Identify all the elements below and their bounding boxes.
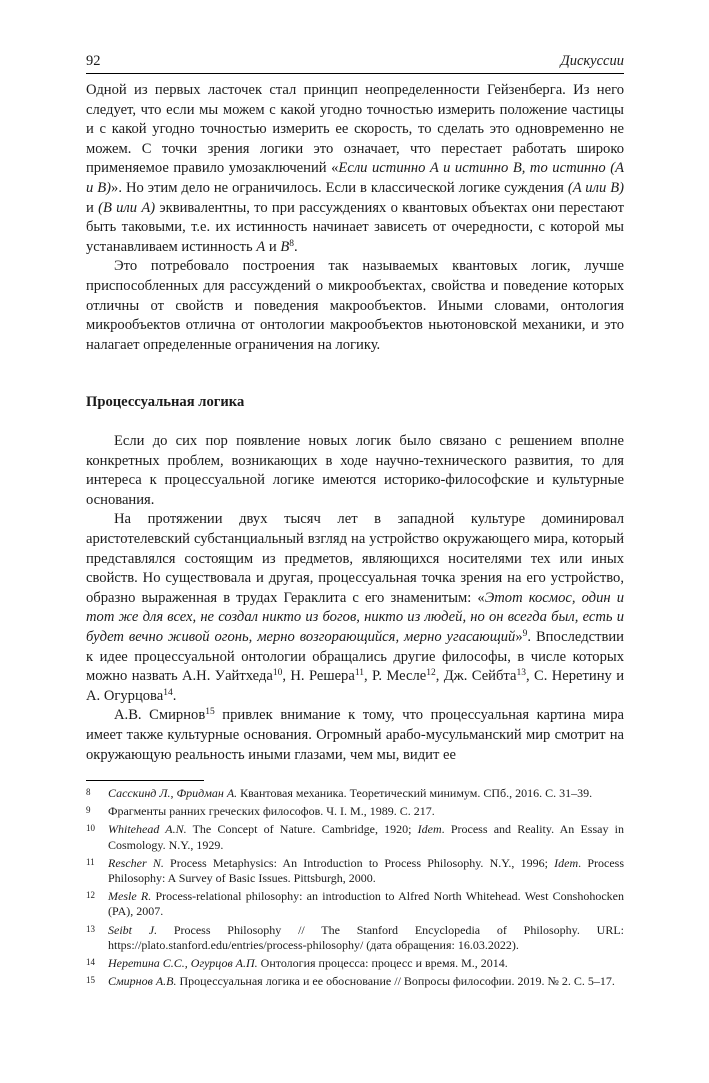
text-run: и [265,238,281,255]
footnote-text [108,974,624,989]
italic-run: B [280,238,290,255]
text-run: , Дж. Сейбта [435,668,517,685]
text-run: , Р. Месле [364,668,427,685]
italic-run: Whitehead A.N. [108,822,187,837]
footnote-text [108,956,624,971]
footnote [86,856,624,886]
footnote-number: 10 [86,823,95,834]
footnote [86,889,624,919]
footnote-text [108,856,624,886]
footnote [86,822,624,852]
footnote-number: 13 [86,923,95,934]
text-run: Process-relational philosophy: an introduction to Alfred North Whitehead. West Conshohocken (PA), 2007. [108,889,625,919]
text-run: . Process and Reality. An Essay in Cosmology. N.Y., 1929. [108,822,624,852]
footnote [86,786,624,801]
text-run: эквивалентны, то при рассуждениях о квантовых объектах они перестают быть таковыми, т.е. их истинность начинает зависеть от очередности, с которой мы устанавливаем истинность [86,199,624,255]
paragraph [86,706,624,765]
footnote-text [108,786,624,801]
text-run: . Process Philosophy: A Survey of Basic Issues. Pittsburgh, 2000. [108,855,624,886]
footnote-text [108,889,624,919]
body-text-top [86,81,624,355]
italic-run: Idem [417,822,442,837]
text-run: Процессуальная логика и ее обоснование // Вопросы философии. 2019. № 2. С. 5–17. [176,974,615,989]
footnote-text [108,923,624,953]
page-number: 92 [86,53,101,69]
footnote [86,956,624,971]
footnote-ref: 11 [354,668,364,679]
text-run: и [86,199,99,216]
text-run: Если до сих пор появление новых логик было связано с решением вполне конкретных проблем, возникающих в ходе научно-технического развития, то для интереса к процессуальной логике имеются историко-философские и культурные основания. [86,433,624,508]
text-run: А.В. Смирнов [114,707,206,724]
text-run: . Впоследствии к идее процессуальной онтологии обращались другие философы, в числе которых можно назвать А.Н. Уайтхеда [86,628,624,685]
running-header [86,52,624,70]
italic-run: Смирнов А.В. [108,974,177,989]
footnote-number: 14 [86,957,95,968]
footnote-number: 12 [86,890,95,901]
text-run: The Concept of Nature. Cambridge, 1920; [186,822,418,837]
text-run: Онтология процесса: процесс и время. М., 2014. [257,956,508,971]
italic-run: Idem [554,855,579,870]
paragraph [86,257,624,355]
text-run: . [172,687,177,704]
body-text-bottom [86,432,624,765]
footnote-rule [86,780,204,781]
footnote-ref: 9 [522,628,528,639]
italic-run: Если истинно A и истинно B, то истинно (A и B) [86,160,624,196]
text-run: . [294,238,298,255]
text-run: Одной из первых ласточек стал принцип неопределенности Гейзенберга. Из него следует, что если мы можем с какой угодно точностью измерить положение частицы и с какой угодно точностью измерить ее скорость, то сделать это одновременно не можем. С точки зрения логики это означает, что перестает работать широко применяемое правило умозаключений « [86,82,624,177]
footnote [86,974,624,989]
text-run: , С. Неретину и А. Огурцова [86,668,625,704]
text-run: Квантовая механика. Теоретический минимум. СПб., 2016. С. 31–39. [237,786,593,800]
text-run: » [515,628,523,645]
paragraph [86,81,624,257]
italic-run: Этот космос, один и тот же для всех, не создал никто из богов, никто из людей, но он всегда был, есть и будет вечно живой огонь, мерно возгорающийся, мерно угасающий [86,589,624,645]
footnote-ref: 14 [163,687,173,698]
text-run: ». Но этим дело не ограничилось. Если в классической логике суждения [111,179,568,196]
footnote-ref: 12 [426,668,436,679]
footnotes [86,786,624,992]
footnote-number: 11 [86,856,95,867]
italic-run: (A или B) [567,179,624,196]
italic-run: Сасскинд Л., Фридман А. [108,786,238,800]
footnote-number: 15 [86,975,95,986]
footnote-number: 9 [86,805,91,816]
text-run: привлек внимание к тому, что процессуальная картина мира имеет также культурные основания. Огромный арабо-мусульманский мир смотрит на окружающую реальность иными глазами, чем мы, видит ее [86,707,624,763]
paragraph [86,432,624,510]
footnote-ref: 13 [516,668,526,679]
section-heading: Процессуальная логика [86,394,245,410]
text-run: Process Metaphysics: An Introduction to Process Philosophy. N.Y., 1996; [163,855,555,870]
footnote-ref: 15 [205,707,215,718]
footnote-text [108,822,624,852]
text-run: Process Philosophy // The Stanford Encyclopedia of Philosophy. URL: https://plato.stanford.edu/entries/process-philosophy/ (дата обращения: 16.03.2022). [108,922,624,952]
text-run: Это потребовало построения так называемых квантовых логик, лучше приспособленных для рассуждений о микрообъектах, свойства и поведение которых отличны от свойств и поведения макрообъектов. Иными словами, онтология микрообъектов отлична от онтологии макрообъектов ньютоновской механики, и это налагает определенные ограничения на логику. [86,258,624,353]
text-run: Фрагменты ранних греческих философов. Ч. I. М., 1989. С. 217. [108,804,435,819]
italic-run: A [256,238,266,255]
italic-run: Rescher N. [108,855,164,870]
footnote-number: 8 [86,787,91,797]
italic-run: (B или A) [98,199,156,216]
text-run: На протяжении двух тысяч лет в западной культуре доминировал аристотелевский субстанциальный взгляд на устройство окружающего мира, который представлялся состоящим из предметов, являющихся носителями тех или иных свойств. Но существовала и другая, процессуальная точка зрения на его устройство, образно выраженная в трудах Гераклита с его знаменитым: « [86,511,624,606]
italic-run: Mesle R. [108,889,152,904]
footnote-text [108,804,624,819]
italic-run: Неретина С.С., Огурцов А.П. [108,956,258,971]
section-title: Дискуссии [560,53,624,69]
footnote [86,923,624,953]
footnote-ref: 10 [272,668,283,679]
text-run: , Н. Решера [282,668,355,685]
footnote [86,804,624,819]
footnote-ref: 8 [289,238,295,249]
paragraph [86,510,624,706]
italic-run: Seibt J. [108,922,158,937]
header-rule [86,73,624,74]
